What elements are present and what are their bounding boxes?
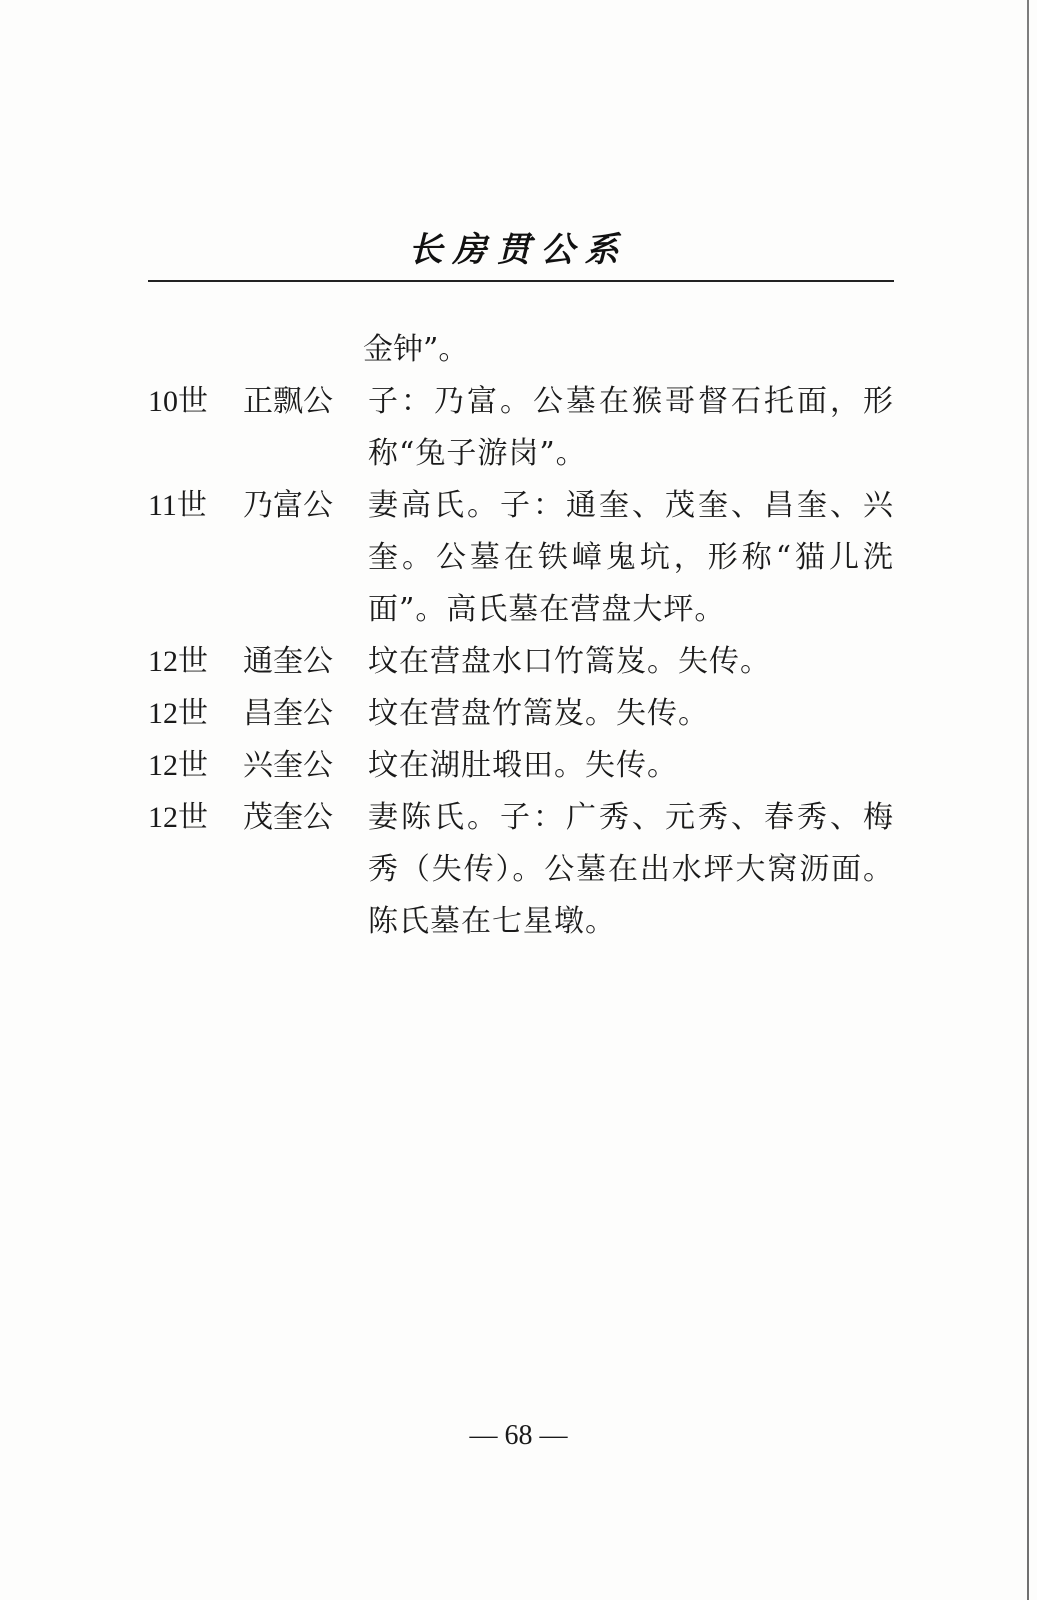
ancestor-name: 昌奎公 — [243, 696, 333, 731]
ancestor-name: 兴奎公 — [243, 748, 333, 783]
generation-label: 11世 — [148, 489, 207, 522]
ancestor-name: 乃富公 — [243, 488, 333, 523]
ancestor-name: 正飘公 — [243, 384, 333, 419]
ancestor-name: 茂奎公 — [243, 800, 333, 835]
genealogy-body — [148, 324, 894, 948]
entry-description: 坟在营盘水口竹篙岌。失传。 — [368, 644, 771, 679]
entry-description: 妻高氏。子：通奎、茂奎、昌奎、兴奎。公墓在铁嶂鬼坑，形称“猫儿洗面”。高氏墓在营盘大坪。 — [368, 488, 894, 627]
running-header-title: 长房贯公系 — [408, 230, 629, 270]
genealogy-entry — [148, 376, 894, 480]
genealogy-entry — [148, 792, 894, 948]
generation-label: 12世 — [148, 697, 208, 730]
entry-description: 妻陈氏。子：广秀、元秀、春秀、梅秀（失传）。公墓在出水坪大窝沥面。陈氏墓在七星墩。 — [368, 800, 894, 939]
continuation-text: 金钟”。 — [363, 332, 469, 367]
genealogy-entry — [148, 480, 894, 636]
ancestor-name: 通奎公 — [243, 644, 333, 679]
generation-label: 10世 — [148, 385, 208, 418]
entry-description: 子：乃富。公墓在猴哥督石托面，形称“兔子游岗”。 — [368, 384, 894, 471]
generation-label: 12世 — [148, 749, 208, 782]
genealogy-entry — [148, 740, 894, 792]
entry-description: 坟在营盘竹篙岌。失传。 — [368, 696, 709, 731]
page-number: — 68 — — [469, 1420, 568, 1451]
entry-description: 坟在湖肚塅田。失传。 — [368, 748, 678, 783]
generation-label: 12世 — [148, 801, 208, 834]
generation-label: 12世 — [148, 645, 208, 678]
header-divider — [148, 280, 894, 282]
genealogy-entry — [148, 688, 894, 740]
genealogy-entry — [148, 636, 894, 688]
